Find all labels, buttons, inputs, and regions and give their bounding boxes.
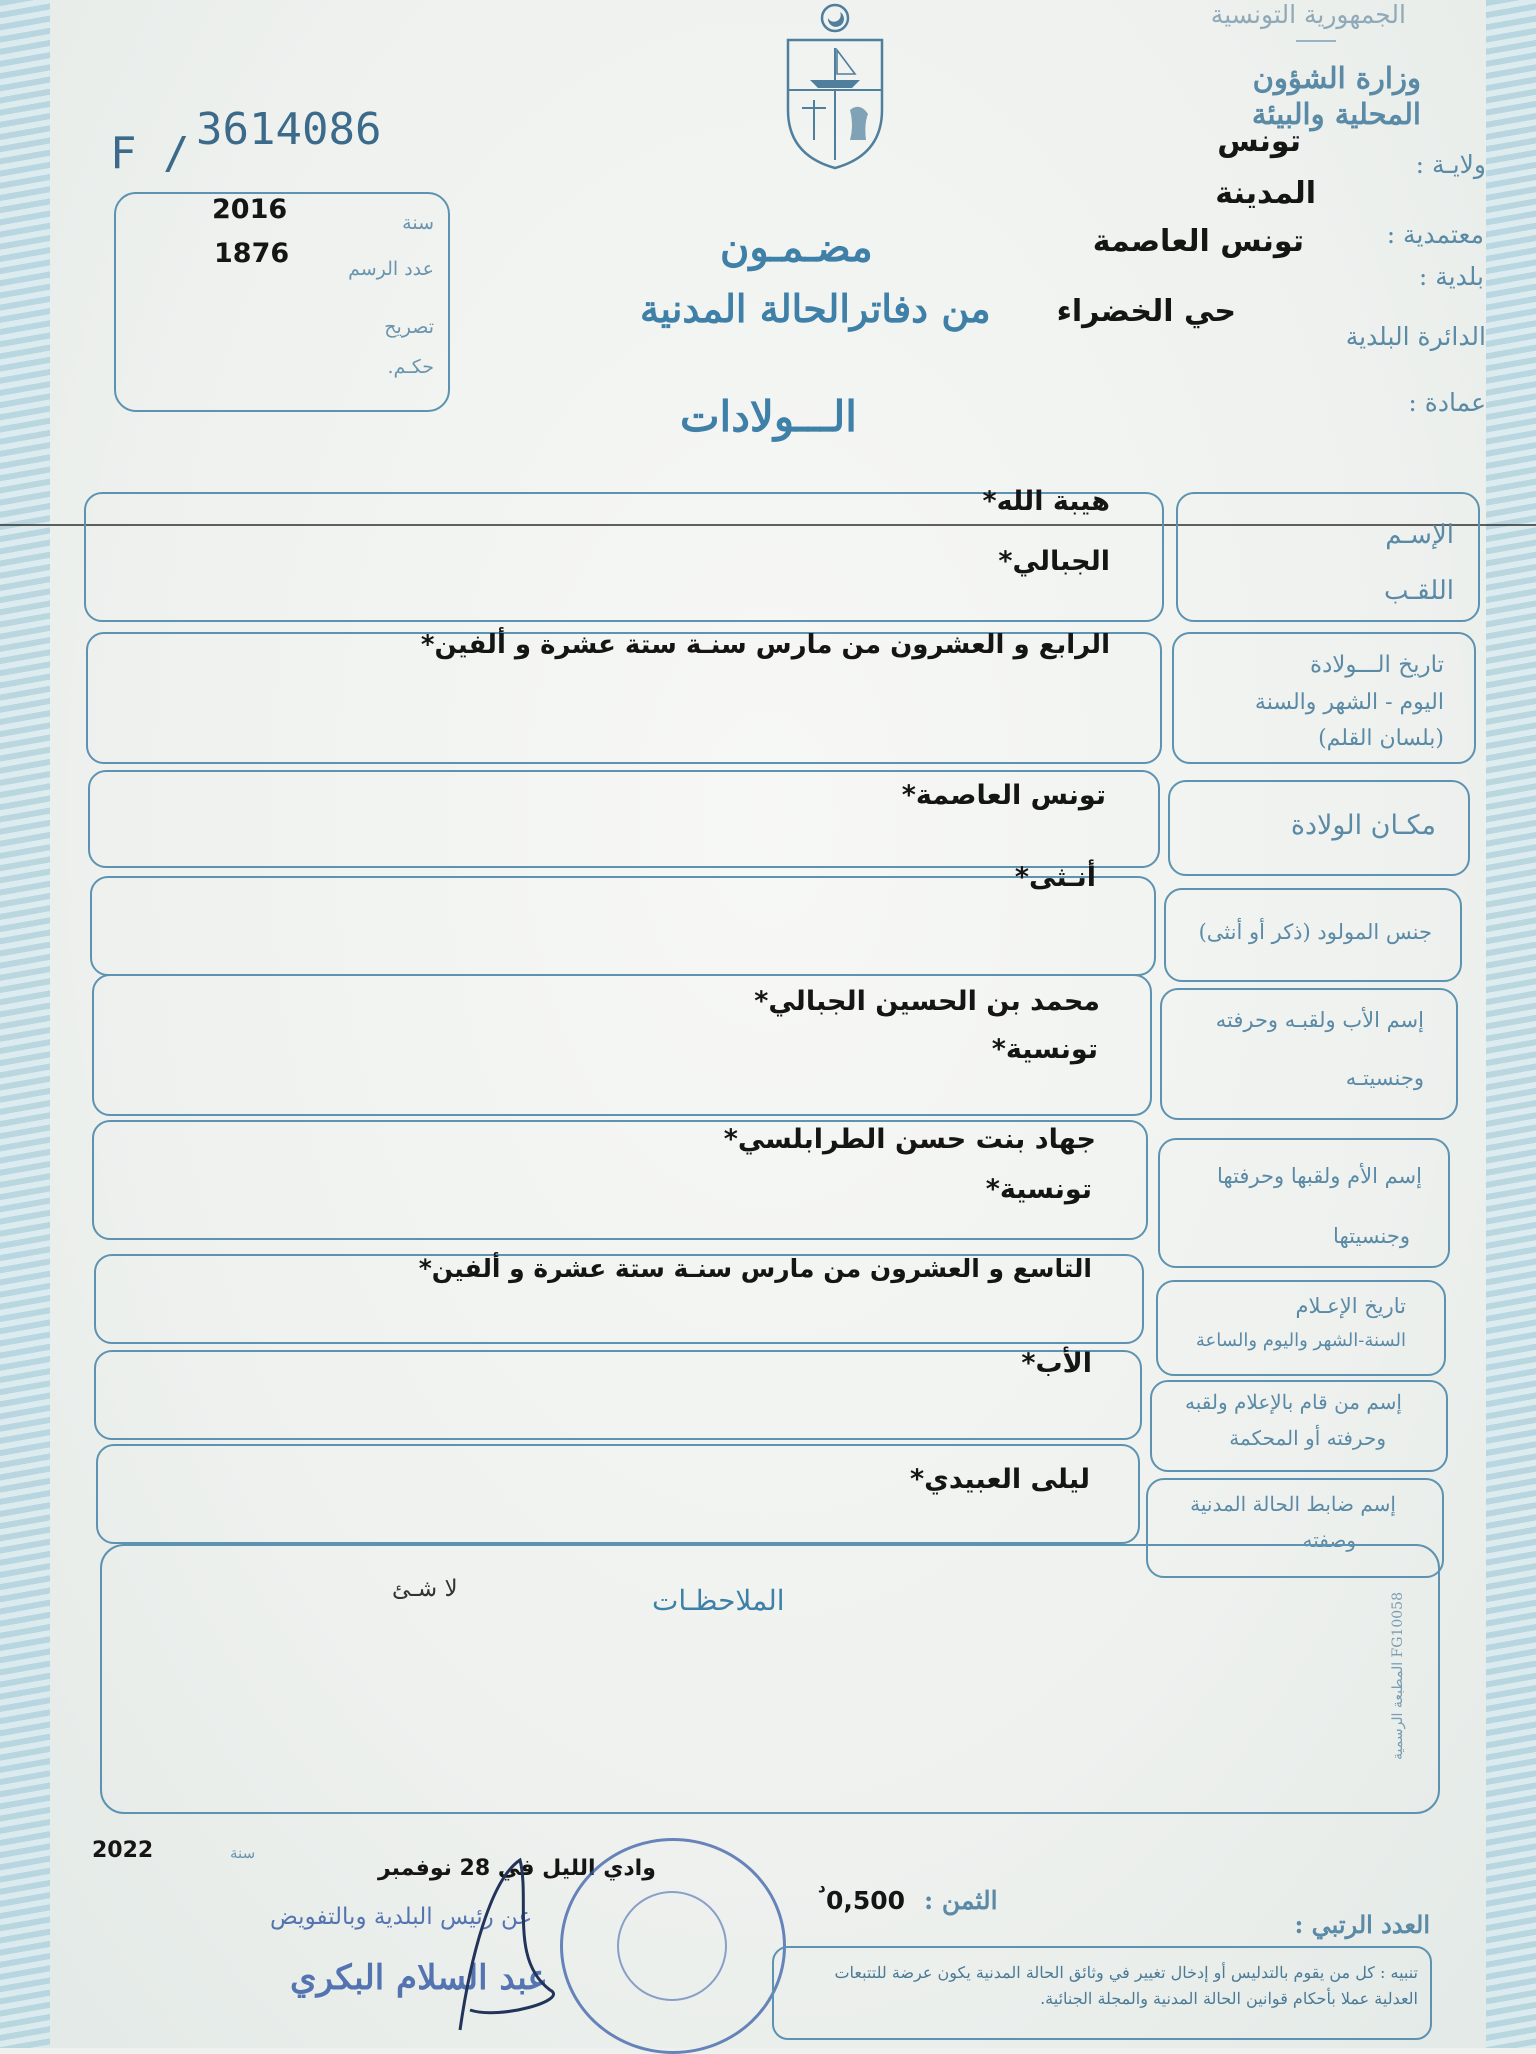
wilaya-label: ولايـة :	[1415, 150, 1486, 179]
footer-year-label: سنة	[230, 1844, 256, 1862]
declaration-label: تصريح	[384, 316, 434, 338]
remarks-label: الملاحظـات	[652, 1584, 785, 1617]
declarant-value: الأب*	[1021, 1348, 1092, 1379]
security-border-right	[1486, 0, 1536, 2048]
judgment-label: حكـم.	[387, 356, 434, 378]
ministry-name: وزارة الشؤون المحلية والبيئة	[1251, 61, 1421, 131]
serial-label: العدد الرتبي :	[1294, 1910, 1430, 1939]
coat-of-arms-icon	[780, 0, 890, 170]
omada-label: عمادة :	[1408, 388, 1486, 417]
republic-name: الجمهورية التونسية	[1210, 0, 1406, 29]
daira-value: حي الخضراء	[1056, 294, 1236, 329]
mother-label-1: إسم الأم ولقبها وحرفتها	[1217, 1164, 1422, 1188]
price-unit: د	[818, 1878, 826, 1896]
mother-value: جهاد بنت حسن الطرابلسي*	[723, 1124, 1096, 1155]
birth-date-value: الرابع و العشرون من مارس سنـة ستة عشرة و ألفين*	[420, 630, 1110, 660]
baladia-label: بلدية :	[1418, 262, 1484, 291]
birth-place-label: مكـان الولادة	[1290, 810, 1436, 841]
wilaya-value: تونس	[1217, 124, 1301, 159]
mother-nationality: تونسية*	[985, 1174, 1092, 1205]
father-label-2: وجنسيتـه	[1345, 1066, 1424, 1090]
official-stamp	[560, 1838, 786, 2054]
registry-number-value: 1876	[214, 238, 290, 269]
title-line2: من دفاترالحالة المدنية	[640, 286, 991, 331]
declarant-label-1: إسم من قام بالإعلام ولقبه	[1185, 1390, 1402, 1414]
daira-label: الدائرة البلدية	[1345, 322, 1486, 351]
value-box-declarant	[94, 1350, 1142, 1440]
title-line1: مضـمـون	[720, 224, 873, 271]
declarant-label-2: وحرفته أو المحكمة	[1229, 1426, 1386, 1450]
birth-date-label-2: اليوم - الشهر والسنة	[1254, 690, 1444, 715]
remarks-value: لا شـئ	[392, 1576, 458, 1602]
registry-year-label: سنة	[402, 212, 434, 234]
label-box-mother	[1158, 1138, 1450, 1268]
officer-label-1: إسم ضابط الحالة المدنية	[1190, 1492, 1396, 1516]
serial-prefix: F /	[110, 128, 190, 179]
birth-date-label-3: (بلسان القلم)	[1318, 726, 1444, 751]
birth-place-value: تونس العاصمة*	[901, 780, 1106, 811]
name-value: هيبة الله*	[982, 486, 1110, 517]
warning-box	[772, 1946, 1432, 2040]
officer-label-2: وصفته	[1302, 1528, 1356, 1552]
printer-mark: المطبعة الرسمية FG10058	[1390, 1592, 1406, 1760]
divider	[1296, 40, 1336, 42]
stamp-inner-ring	[617, 1891, 727, 2001]
security-border-left	[0, 0, 50, 2048]
declaration-date-label-1: تاريخ الإعـلام	[1295, 1294, 1406, 1318]
sex-value: أنـثى*	[1014, 862, 1096, 893]
footer-year-value: 2022	[92, 1838, 154, 1863]
registry-number-label: عدد الرسم	[348, 258, 434, 280]
declaration-date-label-2: السنة-الشهر واليوم والساعة	[1195, 1330, 1406, 1351]
father-value: محمد بن الحسين الجبالي*	[754, 986, 1100, 1017]
signature-title: عن رئيس البلدية وبالتفويض	[270, 1904, 533, 1930]
name-label: الإسـم	[1385, 520, 1454, 550]
serial-number: 3614086	[196, 104, 382, 155]
father-nationality: تونسية*	[991, 1034, 1098, 1065]
birth-date-label-1: تاريخ الـــولادة	[1310, 652, 1444, 678]
father-label-1: إسم الأب ولقبـه وحرفته	[1215, 1008, 1424, 1032]
mother-label-2: وجنسيتها	[1333, 1224, 1410, 1248]
surname-value: الجبالي*	[998, 546, 1110, 577]
value-box-sex	[90, 876, 1156, 976]
registry-box	[114, 192, 450, 412]
motamadia-value-1: المدينة	[1215, 176, 1316, 211]
motamadia-label: معتمدية :	[1386, 220, 1484, 249]
footer-date: وادي الليل في 28 نوفمبر	[378, 1856, 656, 1881]
title-line3: الـــولادات	[680, 392, 857, 441]
signature-name: عبد السلام البكري	[290, 1958, 548, 1998]
warning-text: تنبيه : كل من يقوم بالتدليس أو إدخال تغيير في وثائق الحالة المدنية يكون عرضة للتتبعات العدلية عملا بأحكام قوانين الحالة المدنية والمجلة الجنائية.	[834, 1963, 1418, 2008]
price-label: الثمن :	[924, 1886, 998, 1915]
surname-label: اللقـب	[1383, 576, 1454, 606]
declaration-date-value: التاسع و العشرون من مارس سنـة ستة عشرة و ألفين*	[418, 1254, 1092, 1283]
price-value: 0,500	[826, 1886, 906, 1915]
sex-label: جنس المولود (ذكر أو أنثى)	[1198, 920, 1432, 944]
registry-year-value: 2016	[212, 194, 288, 225]
officer-value: ليلى العبيدي*	[909, 1464, 1090, 1495]
motamadia-value-2: تونس العاصمة	[1092, 224, 1304, 259]
